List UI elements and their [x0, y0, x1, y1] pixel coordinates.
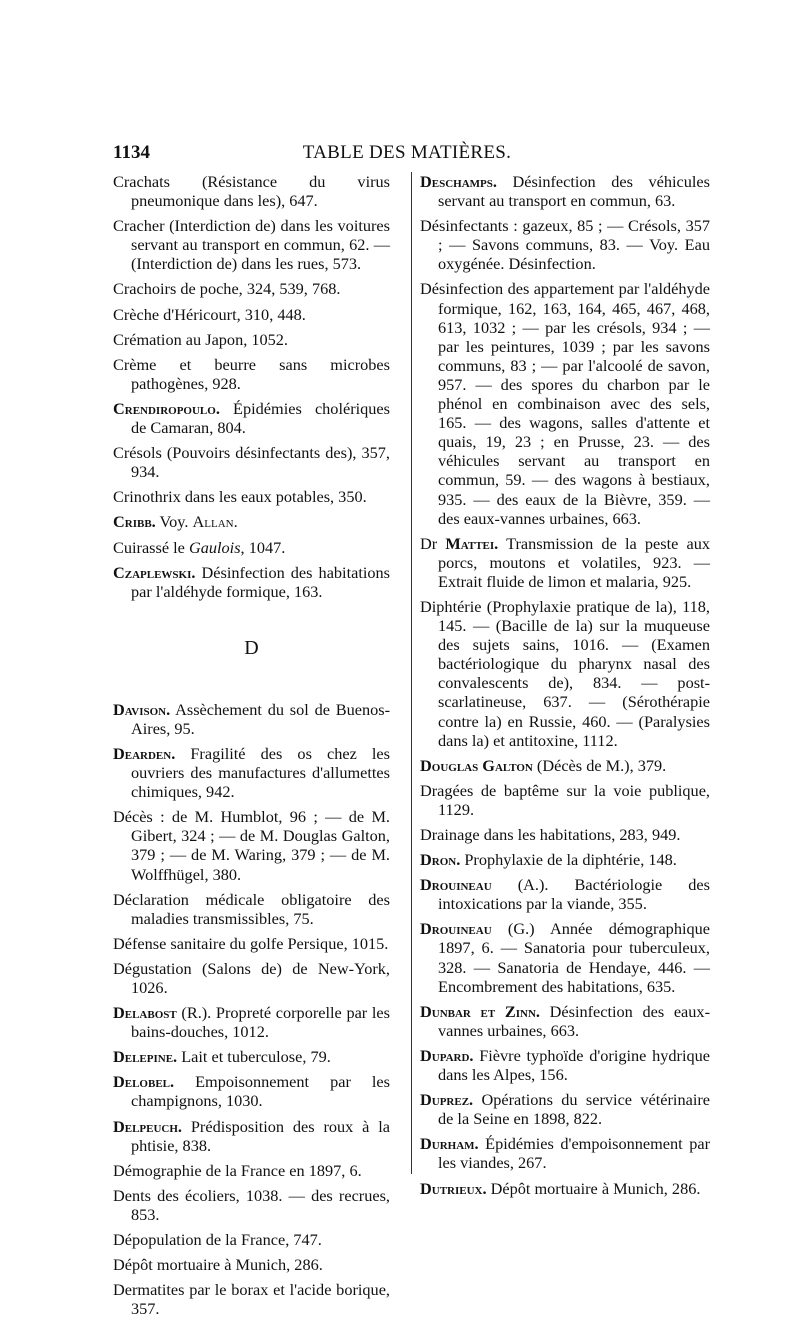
- index-entry: Dégustation (Salons de) de New-York, 1026.: [113, 958, 390, 997]
- entry-text: Fragilité des os chez les ouvriers des manufactures d'allumettes chimiques, 942.: [131, 743, 390, 802]
- entry-text: Voy.: [155, 512, 193, 532]
- author-name: Dron.: [420, 850, 461, 870]
- index-entry: Crinothrix dans les eaux potables, 350.: [113, 487, 367, 507]
- index-entry: [420, 1046, 710, 1084]
- author-name: Douglas Galton: [420, 755, 533, 775]
- running-title: TABLE DES MATIÈRES.: [302, 142, 512, 163]
- index-entry: Crèche d'Héricourt, 310, 448.: [113, 304, 306, 324]
- index-entry: [113, 1047, 390, 1066]
- index-entry: [420, 919, 710, 995]
- index-entry: [113, 1072, 390, 1110]
- index-entry: [420, 1134, 710, 1172]
- author-name: Crendiropoulo.: [113, 398, 220, 418]
- left-column: [113, 172, 390, 1324]
- entry-text: Transmission de la peste aux porcs, moutons et volatiles, 923. — Extrait fluide de limon et malaria, 925.: [438, 533, 711, 591]
- index-entry: Démographie de la France en 1897, 6.: [113, 1160, 362, 1180]
- entry-text: Désinfection des eaux-vannes urbaines, 663.: [438, 1001, 710, 1040]
- entry-text: Lait et tuberculose, 79.: [177, 1047, 331, 1067]
- entry-text: Assèchement du sol de Buenos-Aires, 95.: [131, 699, 390, 738]
- entry-text: Désinfection des habitations par l'aldéhyde formique, 163.: [131, 562, 390, 601]
- author-name: Dutrieux.: [420, 1178, 487, 1198]
- index-entry: Désinfection des appartement par l'aldéhyde formique, 162, 163, 164, 465, 467, 468, 613, 1032 ; — par les crésols, 934 ; — par les peintures, 1039 ; par les savons communs, 83 ; — par l'alcoolé de savon, 957. — des spores du charbon par le phénol en combinaison avec des sels, 165. — des wagons, salles d'attente et quais, 19, 23 ; en Prusse, 23. — des véhicules servant au transport en commun, 59. — des wagons à bestiaux, 935. — des eaux de la Bièvre, 359. — des eaux-vannes urbaines, 663.: [420, 279, 710, 528]
- author-name: Duprez.: [420, 1090, 474, 1110]
- author-name: Delpeuch.: [113, 1116, 183, 1136]
- author-name: Drouineau: [420, 919, 492, 939]
- index-entry: [113, 1003, 390, 1041]
- index-entry: [420, 1090, 710, 1128]
- author-name: Czaplewski.: [113, 562, 196, 582]
- entry-text: Prédisposition des roux à la phtisie, 838.: [131, 1116, 390, 1155]
- entry-text: , 1047.: [240, 537, 286, 557]
- index-entry: [420, 534, 710, 591]
- index-entry: [113, 538, 390, 557]
- index-entry: Dragées de baptême sur la voie publique, 1129.: [420, 780, 710, 819]
- index-entry: [420, 756, 710, 775]
- page-number: 1134: [113, 142, 150, 163]
- index-entry: [420, 1002, 710, 1040]
- index-entry: Crachats (Résistance du virus pneumonique dans les), 647.: [113, 172, 390, 211]
- author-name: Mattei.: [445, 533, 499, 553]
- author-name: Delabost: [113, 1003, 177, 1023]
- entry-text: Épidémies d'empoisonnement par les viandes, 267.: [438, 1134, 710, 1173]
- index-entry: Dents des écoliers, 1038. — des recrues, 853.: [113, 1185, 390, 1224]
- index-entry: Décès : de M. Humblot, 96 ; — de M. Gibert, 324 ; — de M. Douglas Galton, 379 ; — de M. Waring, 379 ; — de M. Wolffhügel, 380.: [113, 807, 390, 884]
- entry-text: (R.). Propreté corporelle par les bains-douches, 1012.: [131, 1003, 390, 1042]
- author-name: Durham.: [420, 1134, 479, 1154]
- index-entry: [420, 850, 710, 869]
- entry-text: Désinfection des véhicules servant au transport en commun, 63.: [438, 172, 710, 211]
- entry-text: Dépôt mortuaire à Munich, 286.: [486, 1178, 701, 1198]
- page-header: [113, 142, 701, 166]
- index-entry: Dermatites par le borax et l'acide borique, 357.: [113, 1280, 390, 1319]
- title-prefix: Dr: [420, 533, 446, 553]
- index-entry: Drainage dans les habitations, 283, 949.: [420, 825, 681, 844]
- index-entry: Déclaration médicale obligatoire des maladies transmissibles, 75.: [113, 889, 390, 928]
- index-entry: Cracher (Interdiction de) dans les voitures servant au transport en commun, 62. — (Interdiction de) dans les rues, 573.: [113, 216, 390, 274]
- author-name: Dearden.: [113, 743, 176, 763]
- index-entry: [420, 1179, 710, 1198]
- author-name: Delobel.: [113, 1072, 175, 1092]
- entry-text: (Décès de M.), 379.: [532, 755, 667, 775]
- index-entry: Crachoirs de poche, 324, 539, 768.: [113, 279, 341, 299]
- index-entry: Diphtérie (Prophylaxie pratique de la), 118, 145. — (Bacille de la) sur la muqueuse des sujets sains, 1016. — (Examen bactériologique du pharynx nasal des convalescents de), 834. — post-scarlatineuse, 637. — (Sérothérapie contre la) en Russie, 460. — (Paralysies dans la) et antitoxine, 1112.: [420, 596, 710, 750]
- entry-text: Empoisonnement par les champignons, 1030.: [131, 1072, 390, 1111]
- cross-reference: Allan.: [192, 512, 238, 532]
- index-entry: Dépopulation de la France, 747.: [113, 1230, 322, 1250]
- author-name: Davison.: [113, 699, 171, 719]
- entry-text: (G.) Année démographique 1897, 6. — Sanatoria pour tuberculeux, 328. — Sanatoria de Hendaye, 446. — Encombrement des habitations, 635.: [438, 919, 710, 996]
- index-entry: [113, 744, 390, 801]
- ship-name: Gaulois: [188, 537, 241, 557]
- index-entry: Désinfectants : gazeux, 85 ; — Crésols, 357 ; — Savons communs, 83. — Voy. Eau oxygénée. Désinfection.: [420, 216, 710, 274]
- author-name: Drouineau: [420, 875, 492, 895]
- index-entry: Dépôt mortuaire à Munich, 286.: [113, 1255, 323, 1275]
- entry-text: Opérations du service vétérinaire de la Seine en 1898, 822.: [438, 1090, 710, 1129]
- entry-text: Cuirassé le: [113, 537, 189, 557]
- right-column: [411, 172, 711, 1198]
- index-entry: [420, 875, 710, 913]
- author-name: Deschamps.: [420, 172, 497, 191]
- index-entry: Crésols (Pouvoirs désinfectants des), 357, 934.: [113, 443, 390, 482]
- index-entry: Défense sanitaire du golfe Persique, 1015.: [113, 933, 389, 953]
- index-entry: [113, 1117, 390, 1155]
- author-name: Delepine.: [113, 1047, 178, 1067]
- index-entry: [113, 399, 390, 437]
- entry-text: (A.). Bactériologie des intoxications par la viande, 355.: [438, 875, 710, 914]
- entry-text: Épidémies cholériques de Camaran, 804.: [131, 398, 390, 438]
- section-letter: D: [244, 636, 259, 659]
- index-entry: [113, 563, 390, 601]
- author-name: Dupard.: [420, 1045, 474, 1065]
- index-entry: [420, 172, 710, 210]
- entry-text: Fièvre typhoïde d'origine hydrique dans les Alpes, 156.: [438, 1045, 710, 1085]
- author-name: Cribb.: [113, 512, 156, 532]
- author-name: Dunbar et Zinn.: [420, 1001, 540, 1021]
- entry-text: Prophylaxie de la diphtérie, 148.: [460, 850, 677, 870]
- index-entry: Crème et beurre sans microbes pathogènes, 928.: [113, 354, 390, 393]
- index-entry: [113, 512, 390, 531]
- index-entry: [113, 700, 390, 738]
- index-entry: Crémation au Japon, 1052.: [113, 329, 288, 349]
